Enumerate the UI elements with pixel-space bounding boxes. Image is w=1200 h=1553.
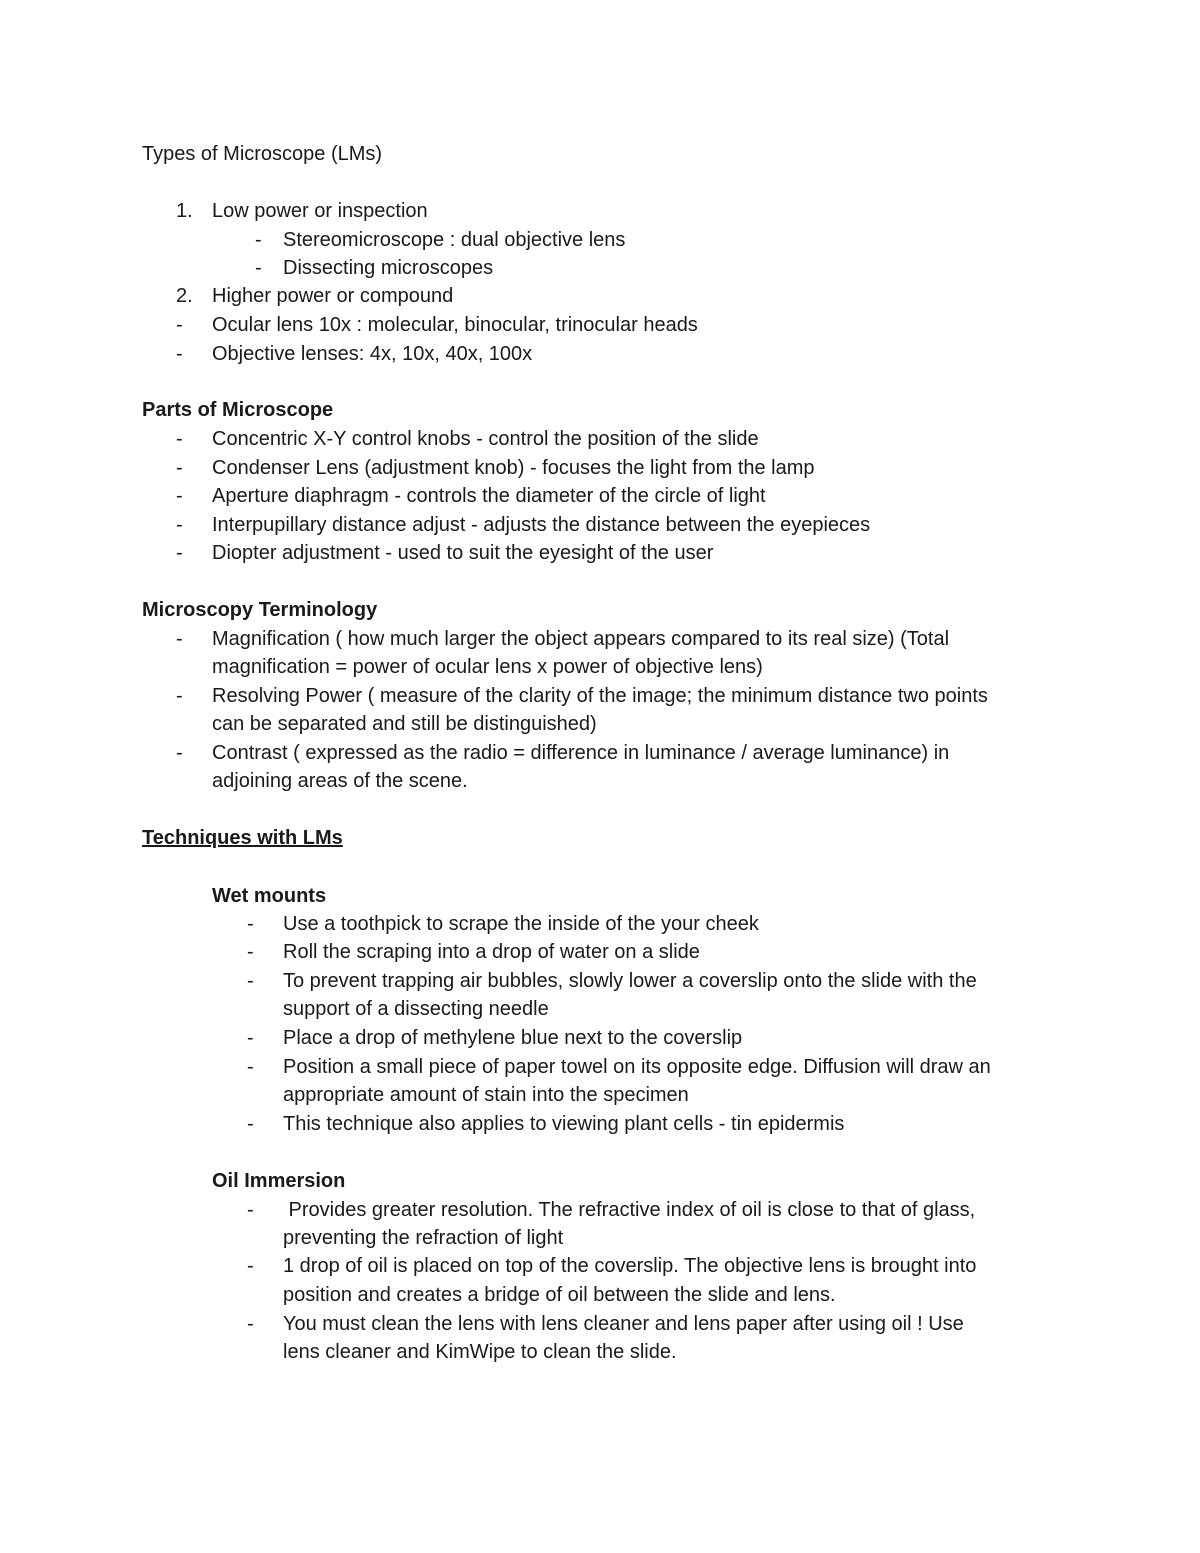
bullet-dash: -	[176, 542, 183, 564]
list-item-line: can be separated and still be distinguished)	[212, 713, 597, 735]
bullet-dash: -	[176, 343, 183, 365]
bullet-dash: -	[247, 1027, 254, 1049]
list-item-line: Position a small piece of paper towel on its opposite edge. Diffusion will draw an	[283, 1056, 991, 1078]
sub-item-dissecting: Dissecting microscopes	[283, 257, 494, 279]
bullet-dash: -	[247, 1199, 254, 1221]
list-item-line: adjoining areas of the scene.	[212, 770, 468, 792]
list-item-line: Provides greater resolution. The refractive index of oil is close to that of glass,	[283, 1199, 976, 1221]
bullet-dash: -	[247, 1313, 254, 1335]
list-item-line: You must clean the lens with lens cleaner and lens paper after using oil ! Use	[283, 1313, 964, 1335]
section-heading-parts: Parts of Microscope	[142, 399, 334, 421]
list-item-line: Resolving Power ( measure of the clarity of the image; the minimum distance two points	[212, 685, 988, 707]
bullet-dash: -	[247, 970, 254, 992]
list-item-objective-lenses: Objective lenses: 4x, 10x, 40x, 100x	[212, 343, 533, 365]
list-item-higher-power: Higher power or compound	[212, 285, 454, 307]
list-item-line: Contrast ( expressed as the radio = difference in luminance / average luminance) in	[212, 742, 950, 764]
list-item-line: position and creates a bridge of oil between the slide and lens.	[283, 1284, 836, 1306]
list-item-line: Place a drop of methylene blue next to the coverslip	[283, 1027, 743, 1049]
bullet-dash: -	[247, 913, 254, 935]
list-item: Diopter adjustment - used to suit the eyesight of the user	[212, 542, 714, 564]
subsection-heading-wet-mounts: Wet mounts	[212, 885, 327, 907]
bullet-dash: -	[176, 742, 183, 764]
bullet-dash: -	[176, 457, 183, 479]
bullet-dash: -	[176, 628, 183, 650]
list-item-line: This technique also applies to viewing plant cells - tin epidermis	[283, 1113, 845, 1135]
list-number: 1.	[176, 200, 193, 222]
list-item-line: Roll the scraping into a drop of water on a slide	[283, 941, 700, 963]
list-number: 2.	[176, 285, 193, 307]
bullet-dash: -	[247, 941, 254, 963]
list-item-ocular-lens: Ocular lens 10x : molecular, binocular, trinocular heads	[212, 314, 698, 336]
list-item: Interpupillary distance adjust - adjusts the distance between the eyepieces	[212, 514, 871, 536]
section-heading-terminology: Microscopy Terminology	[142, 599, 378, 621]
bullet-dash: -	[255, 229, 262, 251]
list-item-line: To prevent trapping air bubbles, slowly lower a coverslip onto the slide with the	[283, 970, 977, 992]
list-item: Concentric X-Y control knobs - control the position of the slide	[212, 428, 759, 450]
bullet-dash: -	[176, 514, 183, 536]
bullet-dash: -	[176, 428, 183, 450]
bullet-dash: -	[176, 314, 183, 336]
bullet-dash: -	[247, 1056, 254, 1078]
list-item-line: lens cleaner and KimWipe to clean the slide.	[283, 1341, 677, 1363]
list-item-line: 1 drop of oil is placed on top of the coverslip. The objective lens is brought into	[283, 1255, 977, 1277]
bullet-dash: -	[176, 685, 183, 707]
list-item-line: Use a toothpick to scrape the inside of the your cheek	[283, 913, 759, 935]
list-item-line: appropriate amount of stain into the specimen	[283, 1084, 689, 1106]
list-item-line: support of a dissecting needle	[283, 998, 549, 1020]
bullet-dash: -	[247, 1113, 254, 1135]
subsection-heading-oil-immersion: Oil Immersion	[212, 1170, 346, 1192]
list-item-line: preventing the refraction of light	[283, 1227, 564, 1249]
list-item-line: Magnification ( how much larger the object appears compared to its real size) (Total	[212, 628, 950, 650]
bullet-dash: -	[247, 1255, 254, 1277]
list-item: Aperture diaphragm - controls the diameter of the circle of light	[212, 485, 766, 507]
sub-item-stereomicroscope: Stereomicroscope : dual objective lens	[283, 229, 626, 251]
list-item: Condenser Lens (adjustment knob) - focuses the light from the lamp	[212, 457, 815, 479]
bullet-dash: -	[176, 485, 183, 507]
section-heading-techniques: Techniques with LMs	[142, 827, 343, 849]
bullet-dash: -	[255, 257, 262, 279]
list-item-low-power: Low power or inspection	[212, 200, 428, 222]
list-item-line: magnification = power of ocular lens x power of objective lens)	[212, 656, 763, 678]
document-title: Types of Microscope (LMs)	[142, 143, 383, 165]
